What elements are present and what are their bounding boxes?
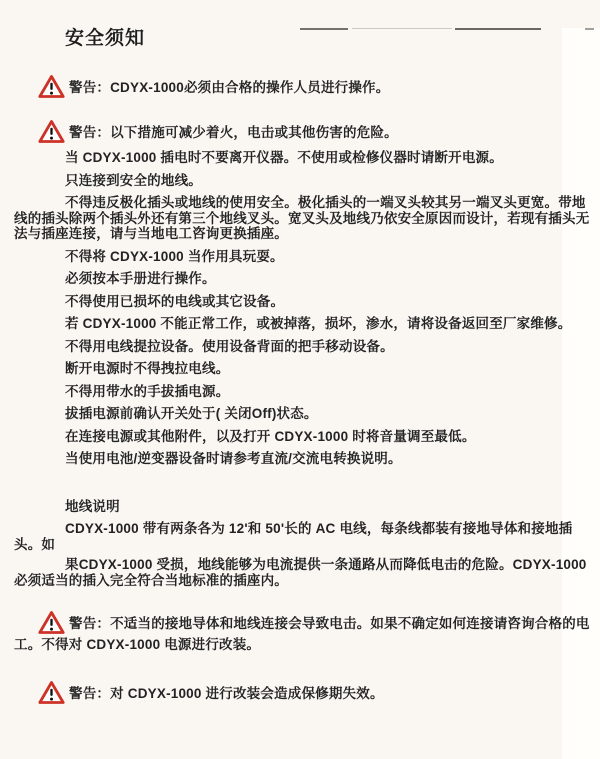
safety-item: 不得违反极化插头或地线的使用安全。极化插头的一端叉头较其另一端叉头更宽。带地线的插头除两个插头外还有第三个地线叉头。宽叉头及地线乃依安全原因而设计，若现有插头无法与插座连接，请与当地电工咨询更换插座。 xyxy=(14,195,590,241)
scan-artifact xyxy=(352,28,452,29)
safety-notice-page xyxy=(0,28,600,705)
warning-text: CDYX-1000必须由合格的操作人员进行操作。 xyxy=(110,80,390,95)
safety-item: 当 CDYX-1000 插电时不要离开仪器。不使用或检修仪器时请断开电源。 xyxy=(65,150,503,165)
warning-label: 警告： xyxy=(69,80,111,95)
safety-item: 只连接到安全的地线。 xyxy=(65,172,202,188)
ground-wire-paragraph: CDYX-1000 带有两条各为 12'和 50'长的 AC 电线，每条线都装有接地导体和接地插头。如 xyxy=(14,521,573,552)
safety-item: 断开电源时不得拽拉电线。 xyxy=(65,361,230,376)
warning-triangle-icon xyxy=(38,610,65,635)
warning-label: 警告： xyxy=(69,616,111,631)
scan-artifact xyxy=(585,28,594,30)
safety-item: 不得用电线提拉设备。使用设备背面的把手移动设备。 xyxy=(65,338,394,354)
safety-item: 当使用电池/逆变器设备时请参考直流/交流电转换说明。 xyxy=(65,451,402,466)
warning-text: 不适当的接地导体和地线连接会导致电击。如果不确定如何连接请咨询合格的电工。不得对 CDYX-1000 电源进行改装。 xyxy=(14,616,590,652)
warning-paragraph-4 xyxy=(14,680,592,705)
warning-triangle-icon xyxy=(38,680,65,705)
scan-artifact xyxy=(455,28,541,30)
ground-wire-paragraph: 果CDYX-1000 受损，地线能够为电流提供一条通路从而降低电击的危险。CDYX-1000 必须适当的插入完全符合当地标准的插座内。 xyxy=(14,557,587,588)
safety-item: 拔插电源前确认开关处于( 关闭Off)状态。 xyxy=(65,406,318,421)
safety-item: 不得用带水的手拔插电源。 xyxy=(65,383,230,399)
safety-item: 不得将 CDYX-1000 当作用具玩耍。 xyxy=(65,248,284,264)
warning-text: 对 CDYX-1000 进行改装会造成保修期失效。 xyxy=(110,686,384,701)
ground-wire-heading: 地线说明 xyxy=(65,498,120,514)
warning-paragraph-3 xyxy=(14,610,592,654)
warning-label: 警告： xyxy=(69,125,111,140)
safety-item: 若 CDYX-1000 不能正常工作，或被掉落，损坏，渗水，请将设备返回至厂家维修。 xyxy=(65,316,572,331)
warning-text: 以下措施可减少着火，电击或其他伤害的危险。 xyxy=(110,125,398,140)
safety-item: 在连接电源或其他附件，以及打开 CDYX-1000 时将音量调至最低。 xyxy=(65,428,476,444)
safety-item: 不得使用已损坏的电线或其它设备。 xyxy=(65,293,285,309)
warning-triangle-icon xyxy=(38,74,65,99)
page-title: 安全须知 xyxy=(65,28,146,49)
warning-triangle-icon xyxy=(38,119,65,144)
warning-paragraph-1 xyxy=(14,74,592,99)
safety-item: 必须按本手册进行操作。 xyxy=(65,271,216,286)
warning-label: 警告： xyxy=(69,686,111,701)
scan-artifact xyxy=(300,28,348,30)
warning-paragraph-2 xyxy=(14,119,592,144)
